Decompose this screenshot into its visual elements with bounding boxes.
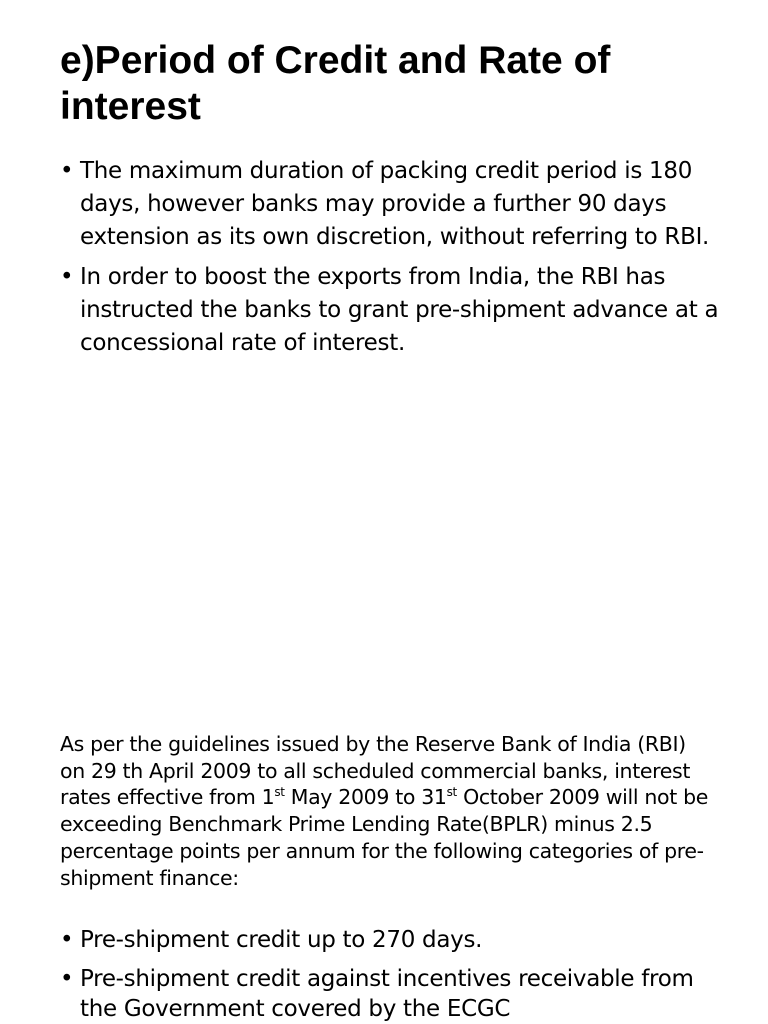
bullet-item-packing-credit-duration: [60, 155, 720, 254]
bullet-item-concessional-rate: [60, 261, 720, 360]
paragraph-text-part-3: October 2009 will not be exceeding Benchmark Prime Lending Rate(BPLR) minus 2.5 percentage points per annum for the following categories of pre-shipment finance:: [60, 785, 708, 890]
bullet-text: The maximum duration of packing credit period is 180 days, however banks may provide a further 90 days extension as its own discretion, without referring to RBI.: [80, 158, 710, 250]
bullet-text: Pre-shipment credit up to 270 days.: [80, 927, 483, 953]
bullet-text: In order to boost the exports from India, the RBI has instructed the banks to grant pre-shipment advance at a concessional rate of interest.: [80, 264, 719, 356]
bullet-icon: •: [60, 158, 74, 184]
top-bullet-list: [60, 155, 720, 360]
rbi-guidelines-paragraph: [60, 731, 710, 891]
paragraph-text-part-1: As per the guidelines issued by the Reserve Bank of India (RBI) on 29 th April 2009 to all scheduled commercial banks, interest rates effective from 1: [60, 732, 691, 810]
slide-title: e)Period of Credit and Rate of interest: [60, 39, 611, 128]
bottom-bullet-list: [60, 925, 720, 1024]
bullet-text: Pre-shipment credit against incentives receivable from the Government covered by the ECGC: [80, 966, 694, 1022]
bullet-icon: •: [60, 927, 74, 953]
bullet-icon: •: [60, 264, 74, 290]
bullet-icon: •: [60, 966, 74, 992]
superscript-st: st: [446, 785, 457, 800]
bullet-item-credit-270-days: [60, 925, 720, 955]
bullet-item-credit-against-incentives: [60, 964, 720, 1024]
superscript-st: st: [274, 785, 285, 800]
paragraph-text-part-2: May 2009 to 31: [284, 785, 447, 810]
